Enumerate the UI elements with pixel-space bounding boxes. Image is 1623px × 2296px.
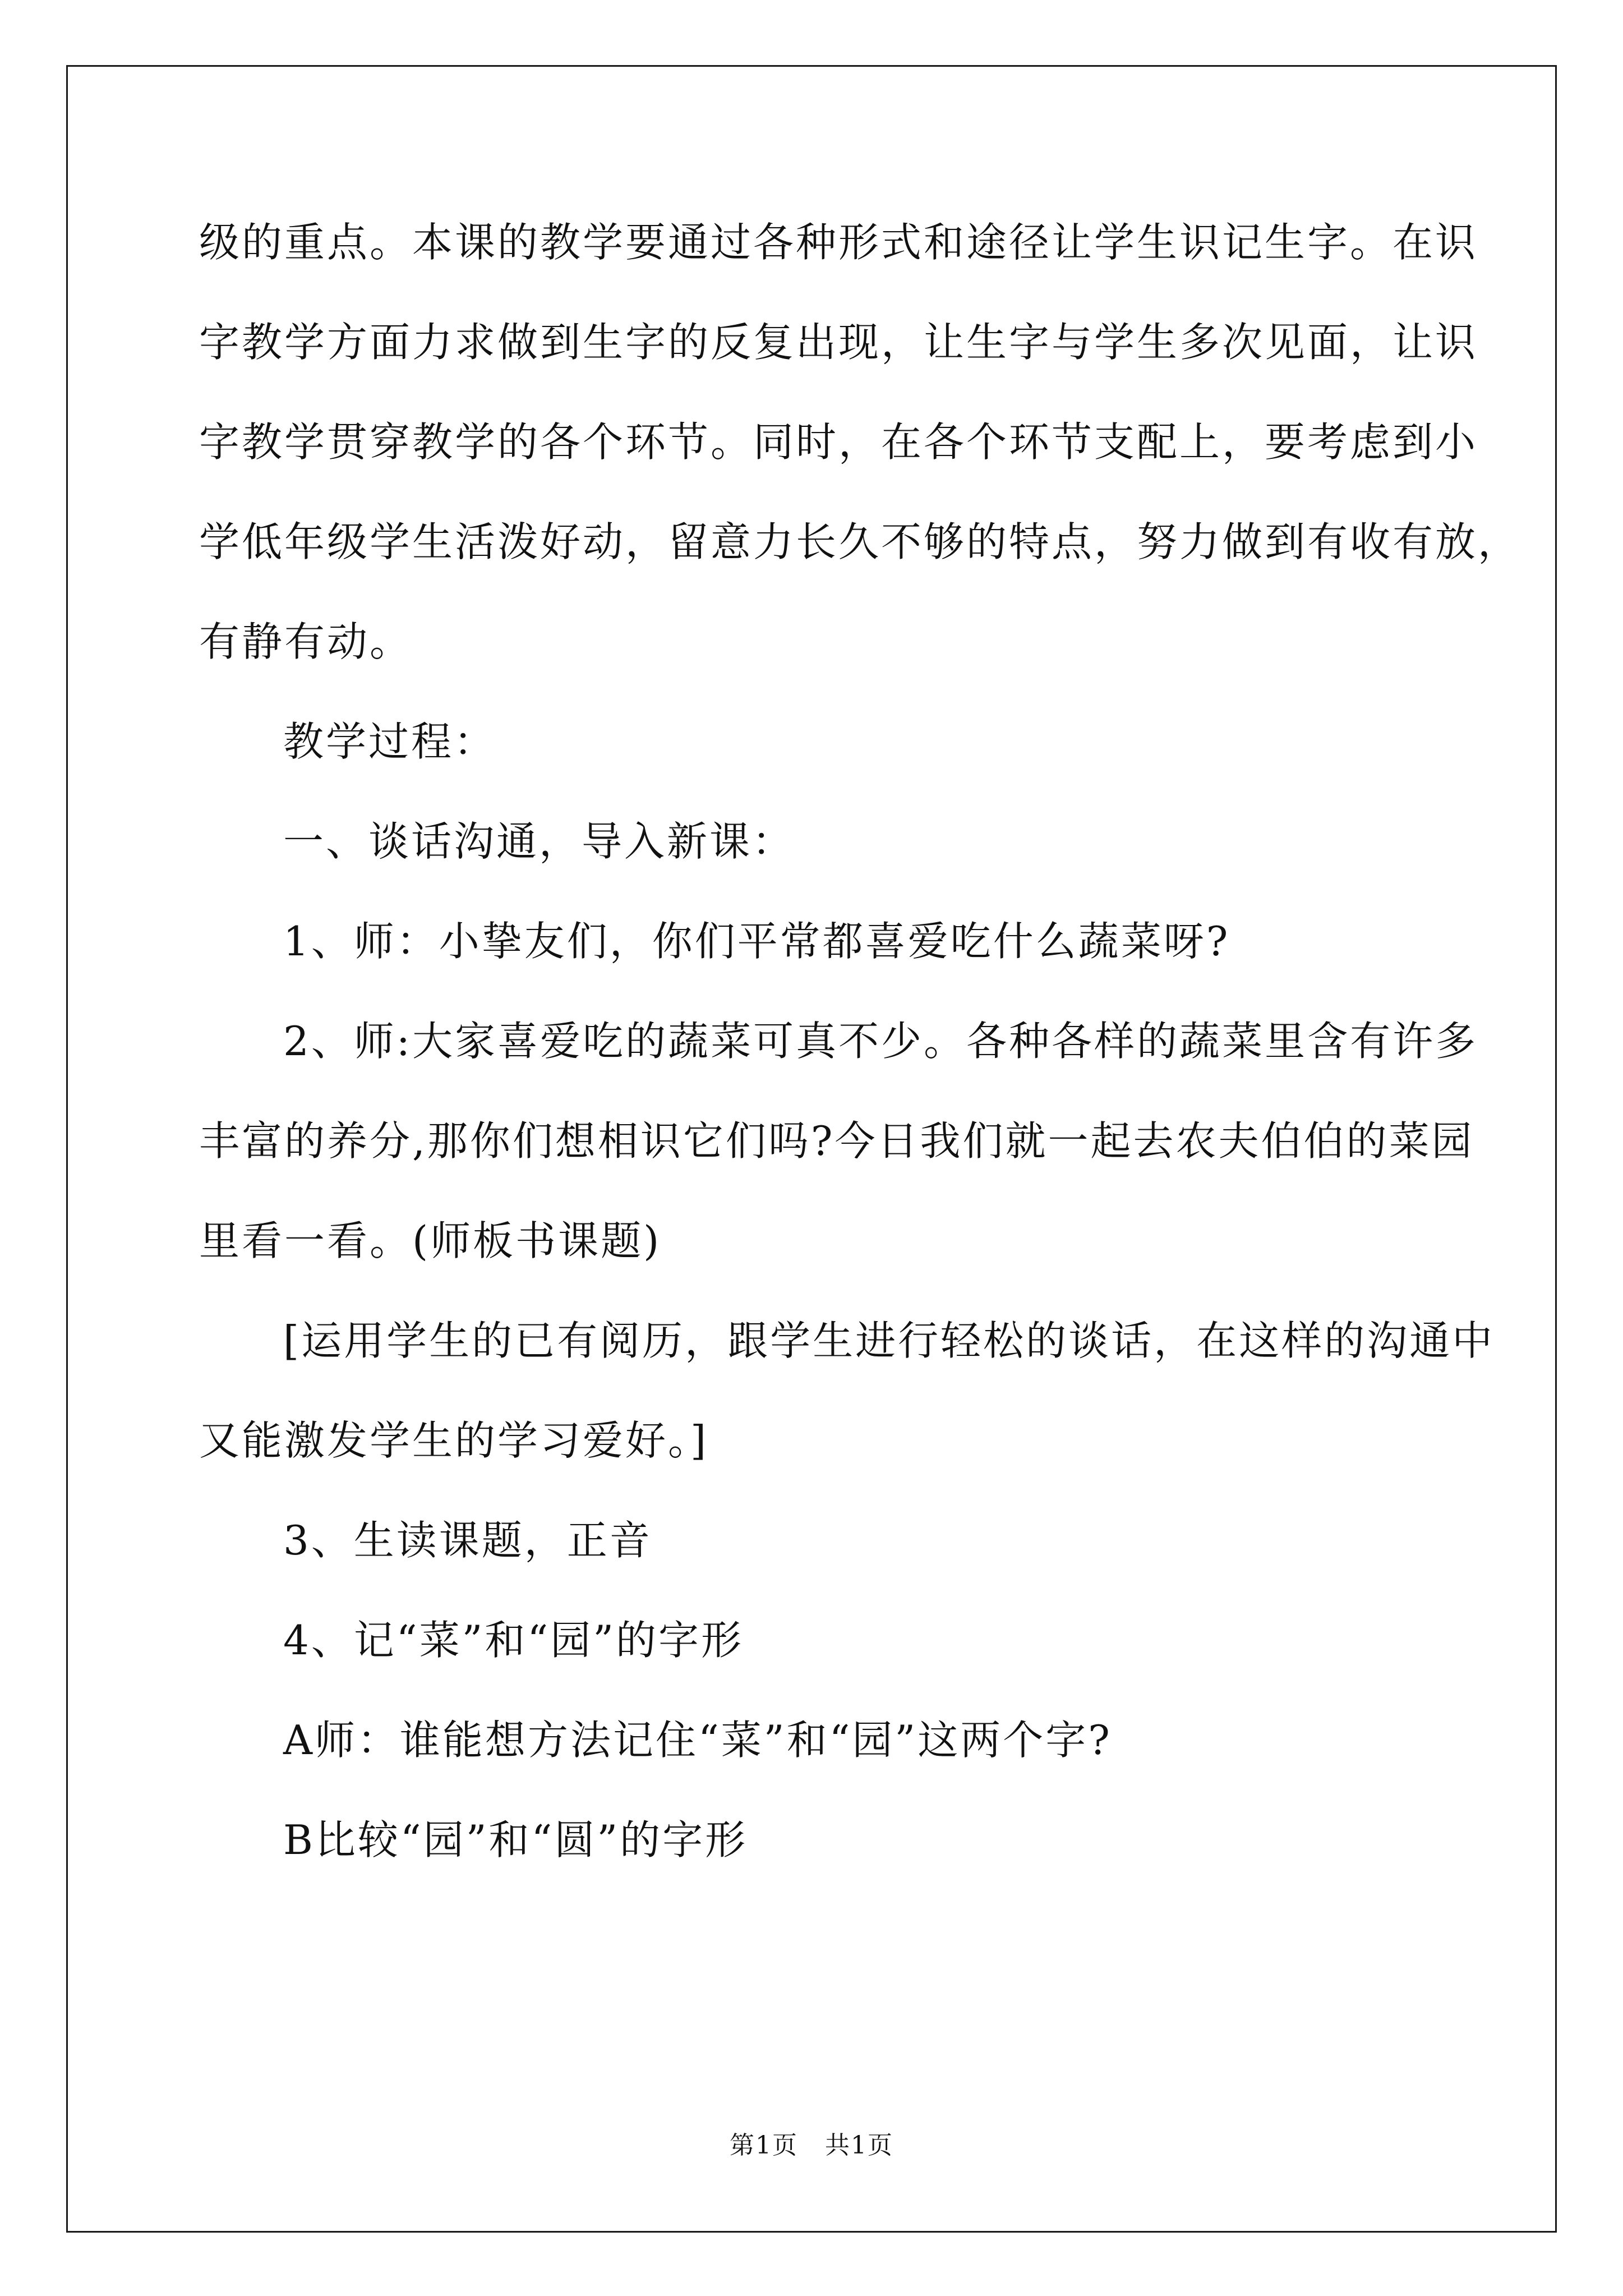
page-footer (0, 2129, 1623, 2162)
paragraph-line: 有静有动。 (199, 618, 413, 665)
paragraph-line: 级的重点。本课的教学要通过各种形式和途径让学生识记生字。在识 (199, 219, 1478, 266)
paragraph-line: 4、记“菜”和“园”的字形 (283, 1617, 744, 1664)
paragraph-line: B比较“园”和“圆”的字形 (283, 1816, 748, 1864)
paragraph-line: A师：谁能想方法记住“菜”和“园”这两个字? (283, 1717, 1112, 1764)
page-number: 第1页 (730, 2131, 799, 2160)
paragraph-line: 1、师：小挚友们，你们平常都喜爱吃什么蔬菜呀? (283, 918, 1230, 965)
paragraph-line: 里看一看。(师板书课题) (199, 1217, 662, 1264)
paragraph-line: 字教学贯穿教学的各个环节。同时，在各个环节支配上，要考虑到小 (199, 418, 1478, 466)
paragraph-line: 3、生读课题，正音 (283, 1517, 652, 1564)
footer-spacer (798, 2131, 825, 2160)
section-heading: 一、谈话沟通，导入新课： (283, 818, 795, 865)
paragraph-line: 又能激发学生的学习爱好。] (199, 1417, 709, 1464)
paragraph-line: 2、师:大家喜爱吃的蔬菜可真不少。各种各样的蔬菜里含有许多 (283, 1018, 1478, 1065)
section-heading: 教学过程： (283, 718, 497, 765)
paragraph-line: 字教学方面力求做到生字的反复出现，让生字与学生多次见面，让识 (199, 319, 1478, 366)
page-total: 共1页 (824, 2131, 893, 2160)
paragraph-line: 丰富的养分,那你们想相识它们吗?今日我们就一起去农夫伯伯的菜园 (199, 1117, 1474, 1165)
paragraph-line: [运用学生的已有阅历，跟学生进行轻松的谈话，在这样的沟通中 (283, 1317, 1495, 1364)
paragraph-line: 学低年级学生活泼好动，留意力长久不够的特点，努力做到有收有放， (199, 518, 1521, 565)
